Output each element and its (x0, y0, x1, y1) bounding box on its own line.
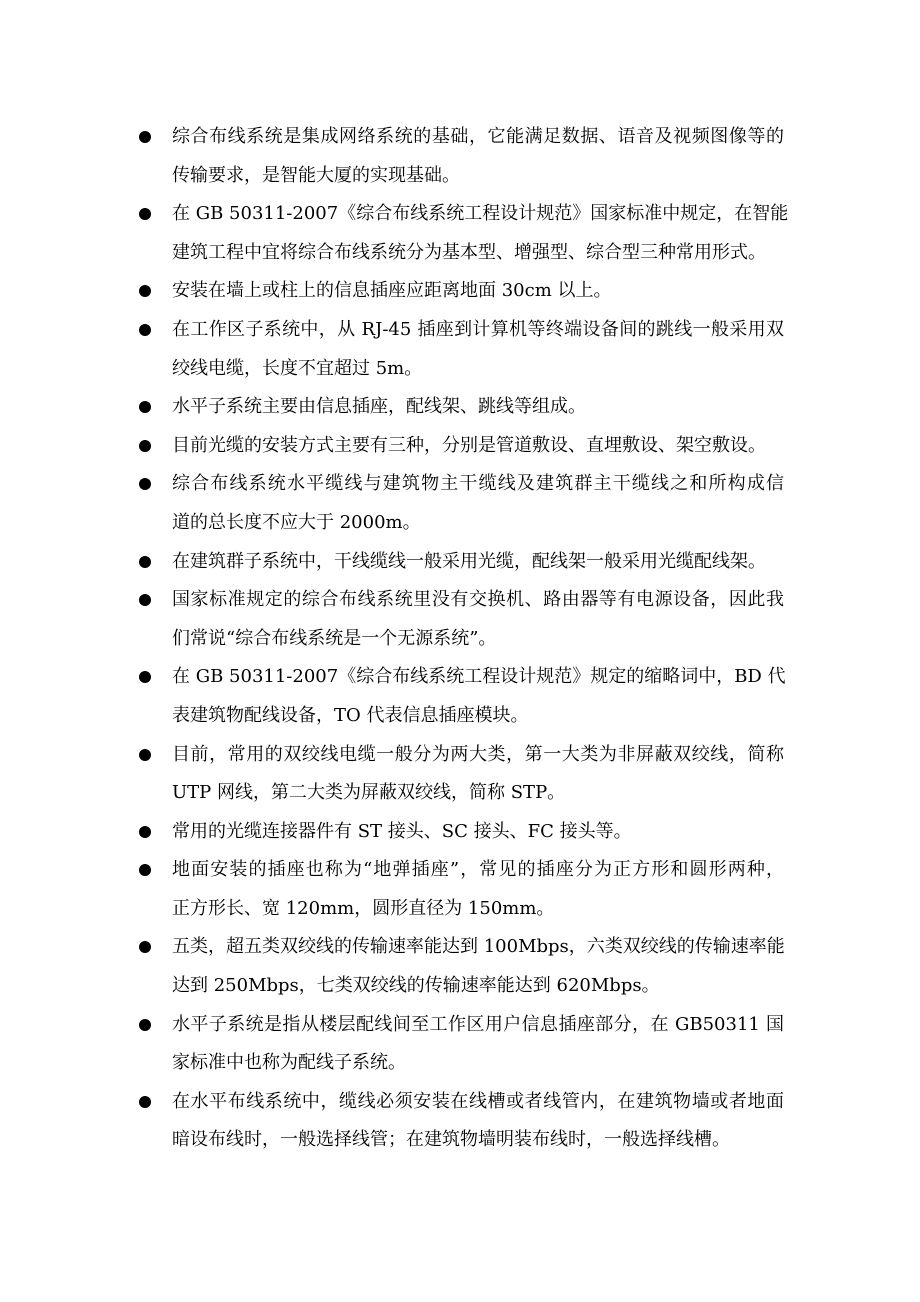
list-item-text-line: UTP 网线，第二大类为屏蔽双绞线，简称 STP。 (172, 782, 566, 804)
list-item-text-line: 在建筑群子系统中，干线缆线一般采用光缆，配线架一般采用光缆配线架。 (172, 550, 766, 572)
list-item-text-line: 在 GB 50311-2007《综合布线系统工程设计规范》规定的缩略词中，BD 代 (172, 666, 786, 688)
bullet-icon (139, 131, 151, 143)
bullet-icon (139, 478, 151, 490)
list-item (0, 195, 920, 272)
list-item-text-line: 综合布线系统水平缆线与建筑物主干缆线及建筑群主干缆线之和所构成信 (172, 473, 784, 495)
bullet-list (0, 118, 920, 1160)
bullet-icon (139, 1096, 151, 1108)
list-item-text-line: 暗设布线时，一般选择线管；在建筑物墙明装布线时，一般选择线槽。 (172, 1129, 730, 1151)
list-item-text-line: 道的总长度不应大于 2000m。 (172, 511, 421, 533)
list-item (0, 272, 920, 311)
list-item (0, 851, 920, 928)
list-item (0, 388, 920, 427)
list-item-text-line: 正方形长、宽 120mm，圆形直径为 150mm。 (172, 897, 555, 919)
list-item-text-line: 安装在墙上或柱上的信息插座应距离地面 30cm 以上。 (172, 280, 612, 302)
list-item-text-line: 目前，常用的双绞线电缆一般分为两大类，第一大类为非屏蔽双绞线，简称 (172, 743, 784, 765)
list-item-text-line: 在水平布线系统中，缆线必须安装在线槽或者线管内，在建筑物墙或者地面 (172, 1090, 784, 1112)
list-item-text-line: 绞线电缆，长度不宜超过 5m。 (172, 357, 423, 379)
list-item-text-line: 水平子系统是指从楼层配线间至工作区用户信息插座部分，在 GB50311 国 (172, 1013, 784, 1035)
list-item-text-line: 们常说“综合布线系统是一个无源系统”。 (172, 627, 497, 649)
bullet-icon (139, 556, 151, 568)
bullet-icon (139, 285, 151, 297)
list-item-text-line: 目前光缆的安装方式主要有三种，分别是管道敷设、直埋敷设、架空敷设。 (172, 434, 766, 456)
bullet-icon (139, 401, 151, 413)
list-item-text-line: 在 GB 50311-2007《综合布线系统工程设计规范》国家标准中规定，在智能 (172, 203, 789, 225)
list-item-text-line: 传输要求，是智能大厦的实现基础。 (172, 164, 460, 186)
bullet-icon (139, 864, 151, 876)
list-item-text-line: 建筑工程中宜将综合布线系统分为基本型、增强型、综合型三种常用形式。 (172, 241, 766, 263)
list-item (0, 543, 920, 582)
list-item-text-line: 水平子系统主要由信息插座，配线架、跳线等组成。 (172, 396, 586, 418)
bullet-icon (139, 440, 151, 452)
bullet-icon (139, 749, 151, 761)
list-item-text-line: 国家标准规定的综合布线系统里没有交换机、路由器等有电源设备，因此我 (172, 589, 784, 611)
list-item-text-line: 达到 250Mbps，七类双绞线的传输速率能达到 620Mbps。 (172, 975, 660, 997)
list-item (0, 1006, 920, 1083)
bullet-icon (139, 1019, 151, 1031)
bullet-icon (139, 324, 151, 336)
list-item (0, 736, 920, 813)
list-item-text-line: 家标准中也称为配线子系统。 (172, 1052, 406, 1074)
list-item-text-line: 五类，超五类双绞线的传输速率能达到 100Mbps，六类双绞线的传输速率能 (172, 936, 785, 958)
list-item (0, 813, 920, 852)
list-item-text-line: 常用的光缆连接器件有 ST 接头、SC 接头、FC 接头等。 (172, 820, 632, 842)
list-item (0, 1083, 920, 1160)
list-item (0, 118, 920, 195)
list-item-text-line: 在工作区子系统中，从 RJ-45 插座到计算机等终端设备间的跳线一般采用双 (172, 318, 784, 340)
list-item-text-line: 表建筑物配线设备，TO 代表信息插座模块。 (172, 704, 529, 726)
list-item (0, 465, 920, 542)
list-item (0, 311, 920, 388)
bullet-icon (139, 594, 151, 606)
list-item-text-line: 地面安装的插座也称为“地弹插座”，常见的插座分为正方形和圆形两种， (172, 859, 784, 881)
list-item (0, 427, 920, 466)
list-item (0, 658, 920, 735)
list-item (0, 581, 920, 658)
bullet-icon (139, 208, 151, 220)
list-item (0, 928, 920, 1005)
list-item-text-line: 综合布线系统是集成网络系统的基础，它能满足数据、语音及视频图像等的 (172, 126, 784, 147)
bullet-icon (139, 941, 151, 953)
bullet-icon (139, 826, 151, 838)
bullet-icon (139, 671, 151, 683)
